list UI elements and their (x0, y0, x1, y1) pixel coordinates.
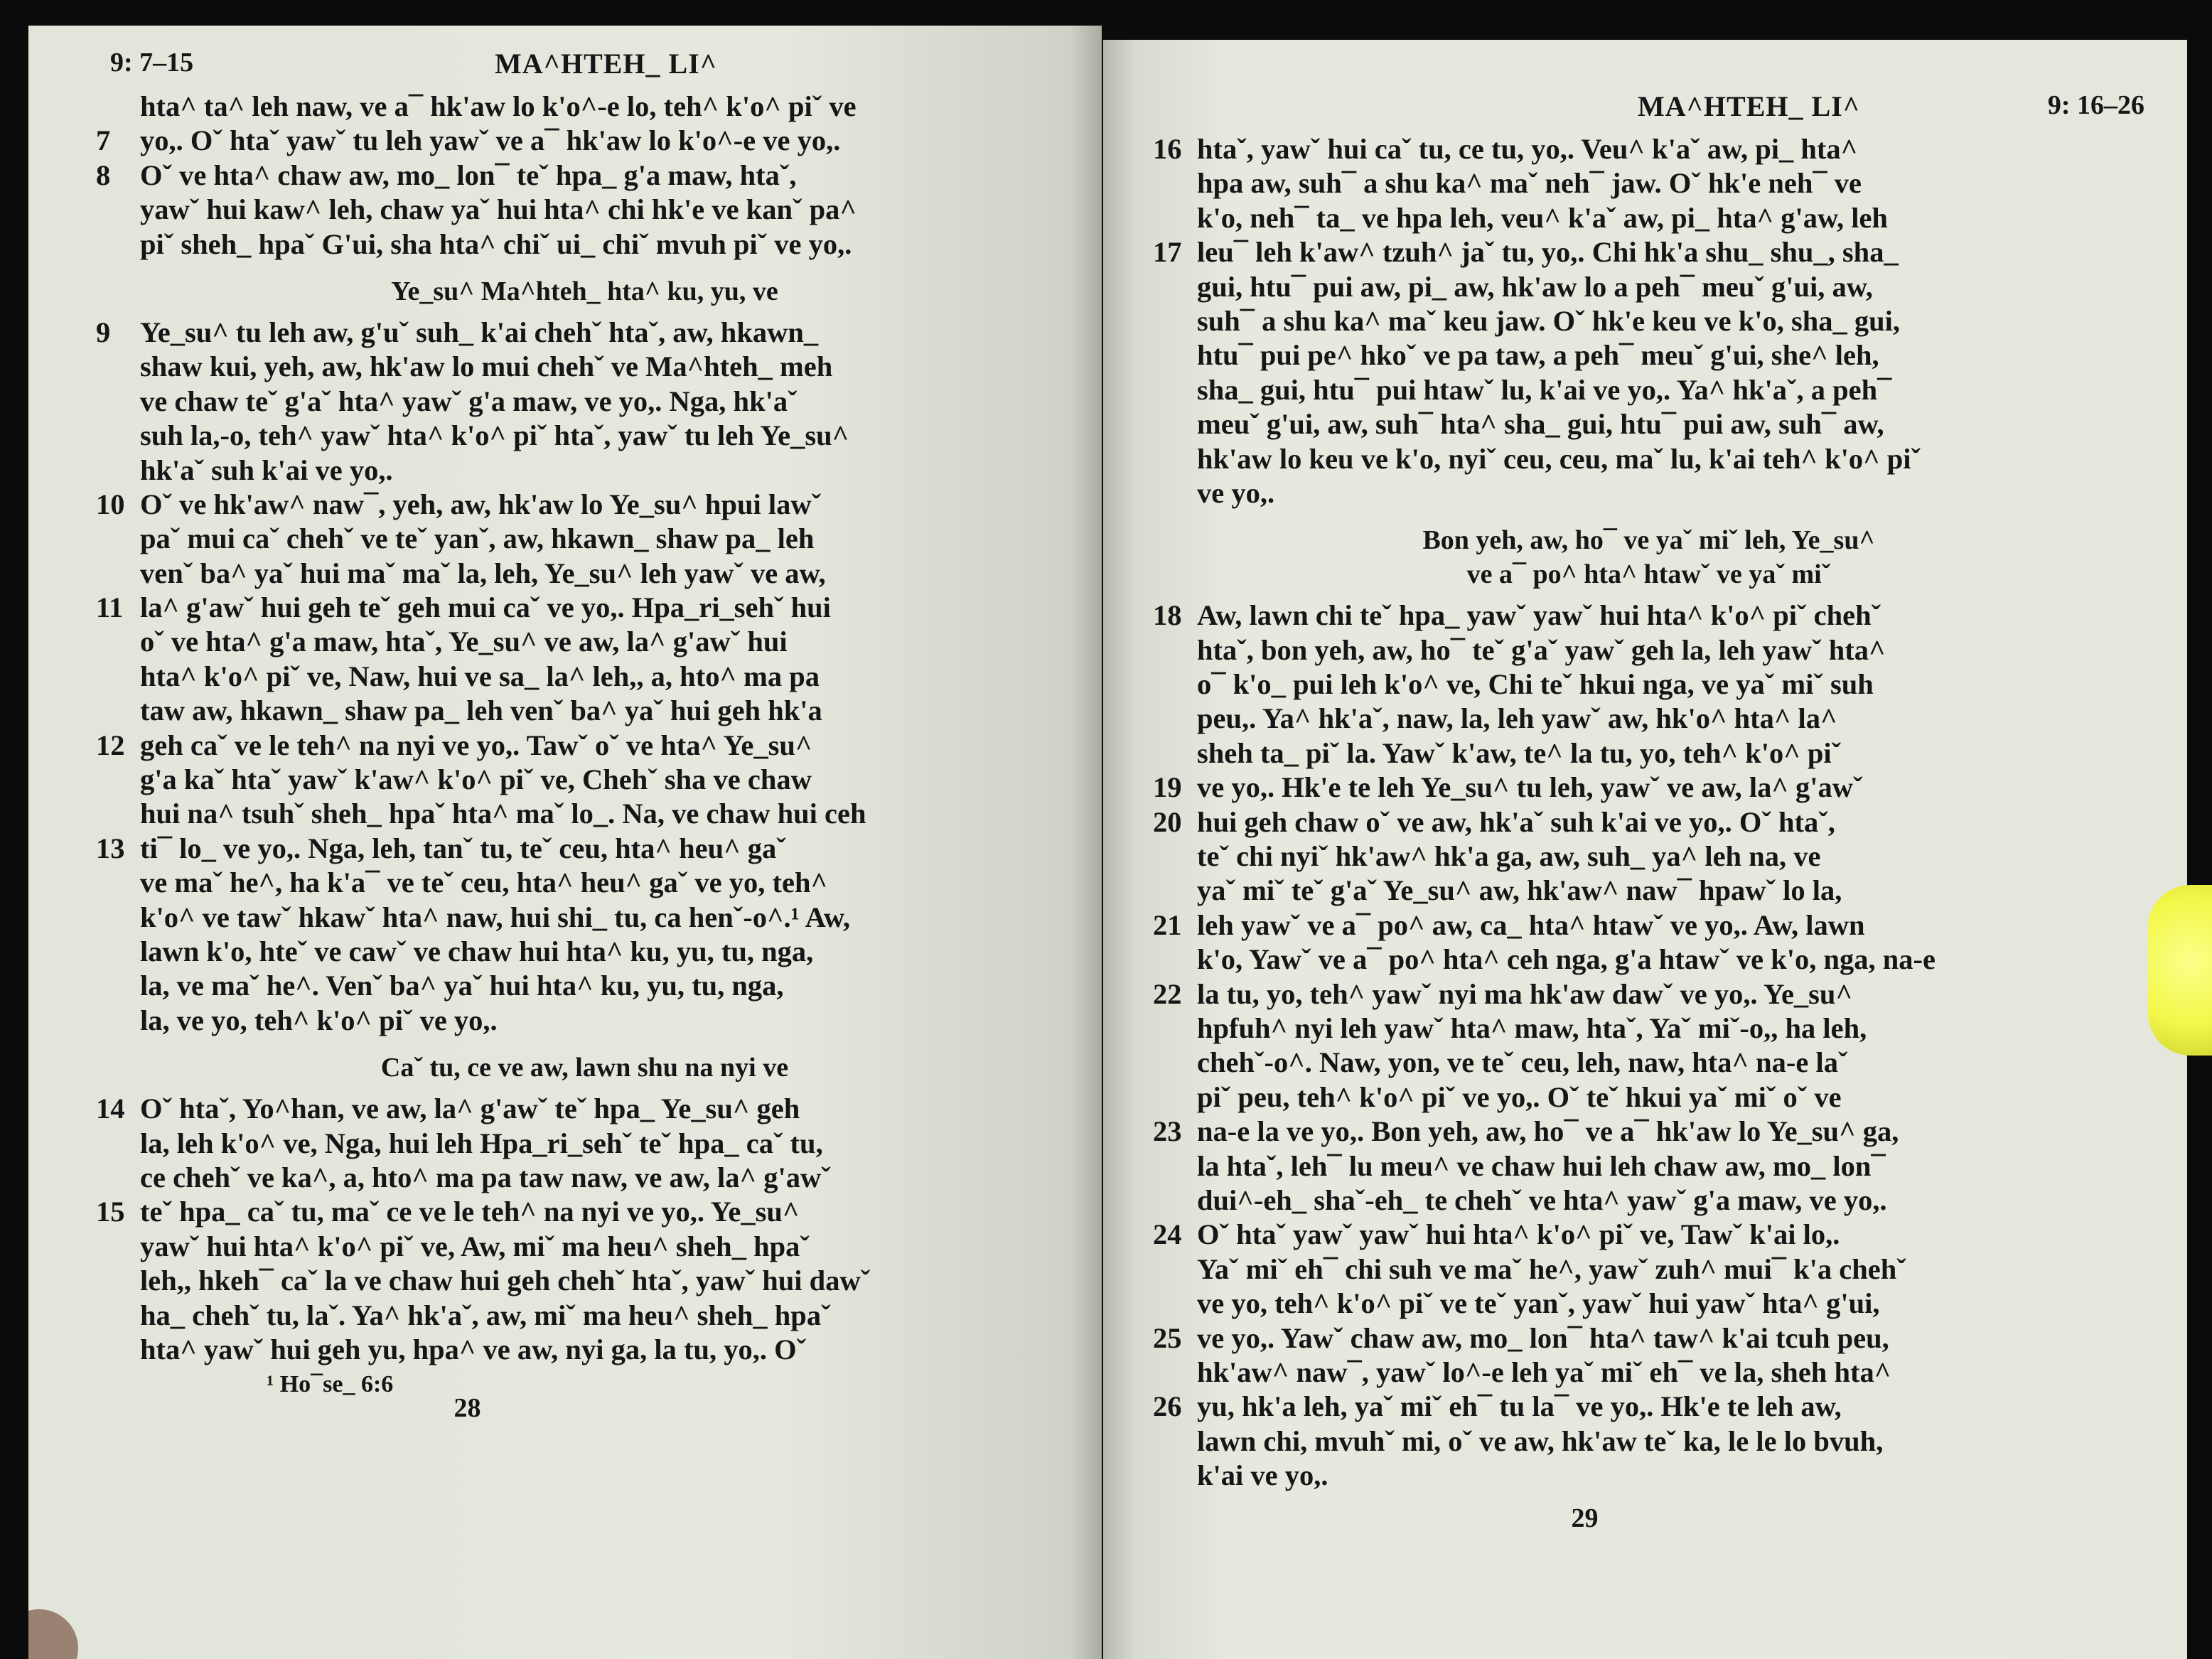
line-text: Oˇ htaˇ yawˇ yawˇ hui hta^ k'o^ piˇ ve, Tawˇ k'ai lo,. (1197, 1218, 1840, 1251)
section-heading: Caˇ tu, ce ve aw, lawn shu na nyi ve (380, 1053, 789, 1083)
text-line (96, 316, 1073, 350)
text-line (1153, 270, 2144, 304)
line-text: k'o^ ve tawˇ hkawˇ hta^ naw, hui shi_ tu, ca henˇ-o^.¹ Aw, (140, 901, 851, 933)
page-body (1153, 132, 2144, 1493)
text-line (96, 1264, 1073, 1298)
line-text: suh la,-o, teh^ yawˇ hta^ k'o^ piˇ htaˇ, yawˇ tu leh Ye_su^ (140, 419, 849, 452)
line-text: piˇ sheh_ hpaˇ G'ui, sha hta^ chiˇ ui_ chiˇ mvuh piˇ ve yo,. (140, 227, 852, 260)
line-text: yawˇ hui hta^ k'o^ piˇ ve, Aw, miˇ ma heu^ sheh_ hpaˇ (140, 1230, 810, 1262)
section-heading-line: ve a¯ po^ hta^ htawˇ ve yaˇ miˇ (1466, 559, 1831, 590)
page-body (96, 90, 1073, 1367)
footnote: ¹ Ho¯se_ 6:6 (267, 1371, 394, 1398)
line-text: hta^ k'o^ piˇ ve, Naw, hui ve sa_ la^ leh,, a, hto^ ma pa (140, 660, 820, 692)
section-heading (1153, 523, 2144, 591)
line-text: hta^ yawˇ hui geh yu, hpa^ ve aw, nyi ga, la tu, yo,. Oˇ (140, 1333, 807, 1365)
line-text: yawˇ hui kaw^ leh, chaw yaˇ hui hta^ chi hk'e ve kanˇ pa^ (140, 193, 857, 226)
verse-number: 19 (1153, 771, 1182, 804)
text-line (1153, 1390, 2144, 1424)
line-text: Aw, lawn chi teˇ hpa_ yawˇ yawˇ hui hta^ k'o^ piˇ chehˇ (1197, 599, 1881, 632)
line-text: venˇ ba^ yaˇ hui maˇ maˇ la, leh, Ye_su^ leh yawˇ ve aw, (140, 557, 826, 589)
text-line (1153, 373, 2144, 407)
verse-number: 22 (1153, 977, 1182, 1010)
text-line (96, 901, 1073, 935)
line-text: ve yo, teh^ k'o^ piˇ ve teˇ yanˇ, yawˇ hui yawˇ hta^ g'ui, (1197, 1287, 1880, 1320)
line-text: leh,, hkeh¯ caˇ la ve chaw hui geh chehˇ htaˇ, yawˇ hui dawˇ (140, 1265, 871, 1297)
yellow-clip (2148, 885, 2212, 1056)
line-text: hpfuh^ nyi leh yawˇ hta^ maw, htaˇ, Yaˇ miˇ-o,, ha leh, (1197, 1011, 1867, 1044)
text-line (96, 159, 1073, 193)
verse-number: 15 (96, 1196, 125, 1228)
verse-number: 25 (1153, 1321, 1182, 1354)
line-text: dui^-eh_ shaˇ-eh_ te chehˇ ve hta^ yawˇ g'a maw, ve yo,. (1197, 1183, 1887, 1216)
text-line (96, 694, 1073, 728)
verse-number: 20 (1153, 805, 1182, 838)
line-text: ve yo,. (1197, 476, 1275, 509)
line-text: taw aw, hkawn_ shaw pa_ leh venˇ ba^ yaˇ hui geh hk'a (140, 694, 822, 727)
line-text: hk'aˇ suh k'ai ve yo,. (140, 453, 393, 486)
text-line (1153, 304, 2144, 338)
text-line (96, 124, 1073, 158)
line-text: Oˇ ve hta^ chaw aw, mo_ lon¯ teˇ hpa_ g'a maw, htaˇ, (140, 159, 797, 191)
line-text: la, leh k'o^ ve, Nga, hui leh Hpa_ri_sehˇ teˇ hpa_ caˇ tu, (140, 1127, 823, 1159)
text-line (96, 1127, 1073, 1161)
text-line (96, 969, 1073, 1003)
line-text: Oˇ htaˇ, Yo^han, ve aw, la^ g'awˇ teˇ hpa_ Ye_su^ geh (140, 1092, 800, 1125)
text-line (1153, 977, 2144, 1011)
line-text: chehˇ-o^. Naw, yon, ve teˇ ceu, leh, naw, hta^ na-e laˇ (1197, 1046, 1848, 1079)
verse-number: 26 (1153, 1390, 1182, 1423)
verse-number: 21 (1153, 908, 1182, 941)
text-line (1153, 1183, 2144, 1218)
text-line (1153, 442, 2144, 476)
text-line (1153, 702, 2144, 736)
text-line (96, 350, 1073, 384)
line-text: yaˇ miˇ teˇ g'aˇ Ye_su^ aw, hk'aw^ naw¯ hpawˇ lo la, (1197, 874, 1842, 907)
text-line (1153, 667, 2144, 702)
chapter-verse-range: 9: 16–26 (2047, 90, 2144, 120)
verse-number: 12 (96, 729, 125, 761)
text-line (1153, 771, 2144, 805)
text-line (1153, 235, 2144, 269)
right-page (1103, 40, 2187, 1659)
line-text: k'o, Yawˇ ve a¯ po^ hta^ ceh nga, g'a htawˇ ve k'o, nga, na-e (1197, 943, 1936, 976)
book-title: MA^HTEH_ LI^ (1638, 90, 1860, 122)
line-text: ve yo,. Yawˇ chaw aw, mo_ lon¯ hta^ taw^ k'ai tcuh peu, (1197, 1321, 1889, 1354)
text-line (96, 1004, 1073, 1038)
text-line (1153, 1115, 2144, 1149)
section-heading: Ye_su^ Ma^hteh_ hta^ ku, yu, ve (391, 276, 778, 306)
line-text: hui geh chaw oˇ ve aw, hk'aˇ suh k'ai ve yo,. Oˇ htaˇ, (1197, 805, 1835, 838)
text-line (1153, 1149, 2144, 1183)
line-text: leu¯ leh k'aw^ tzuh^ jaˇ tu, yo,. Chi hk'a shu_ shu_, sha_ (1197, 236, 1899, 269)
text-line (96, 797, 1073, 831)
verse-number: 23 (1153, 1115, 1182, 1148)
text-line (96, 1195, 1073, 1229)
verse-number: 16 (1153, 133, 1182, 165)
text-line (96, 763, 1073, 797)
line-text: suh¯ a shu ka^ maˇ keu jaw. Oˇ hk'e keu ve k'o, sha_ gui, (1197, 304, 1901, 337)
text-line (1153, 201, 2144, 235)
text-line (1153, 633, 2144, 667)
text-line (1153, 839, 2144, 874)
text-line (1153, 908, 2144, 943)
line-text: hk'aw^ naw¯, yawˇ lo^-e leh yaˇ miˇ eh¯ ve la, sheh hta^ (1197, 1355, 1891, 1388)
text-line (1153, 1046, 2144, 1080)
verse-number: 11 (96, 591, 124, 624)
text-line (1153, 874, 2144, 908)
text-line (1153, 598, 2144, 633)
verse-number: 24 (1153, 1218, 1182, 1251)
line-text: oˇ ve hta^ g'a maw, htaˇ, Ye_su^ ve aw, la^ g'awˇ hui (140, 626, 788, 658)
verse-number: 17 (1153, 236, 1182, 269)
line-text: Oˇ ve hk'aw^ naw¯, yeh, aw, hk'aw lo Ye_su^ hpui lawˇ (140, 488, 822, 520)
text-line (1153, 1287, 2144, 1321)
line-text: yu, hk'a leh, yaˇ miˇ eh¯ tu la¯ ve yo,. Hk'e te leh aw, (1197, 1390, 1842, 1423)
text-line (1153, 338, 2144, 372)
line-text: paˇ mui caˇ chehˇ ve teˇ yanˇ, aw, hkawn_ shaw pa_ leh (140, 522, 815, 555)
text-line (1153, 736, 2144, 771)
line-text: lawn chi, mvuhˇ mi, oˇ ve aw, hk'aw teˇ ka, le le lo bvuh, (1197, 1424, 1884, 1457)
text-line (96, 866, 1073, 900)
line-text: htaˇ, bon yeh, aw, ho¯ teˇ g'aˇ yawˇ geh la, leh yawˇ hta^ (1197, 633, 1886, 666)
line-text: hta^ ta^ leh naw, ve a¯ hk'aw lo k'o^-e lo, teh^ k'o^ piˇ ve (140, 90, 857, 122)
line-text: hui na^ tsuhˇ sheh_ hpaˇ hta^ maˇ lo_. Na, ve chaw hui ceh (140, 798, 866, 830)
text-line (1153, 1252, 2144, 1287)
text-line (96, 522, 1073, 556)
line-text: htu¯ pui pe^ hkoˇ ve pa taw, a peh¯ meuˇ g'ui, she^ leh, (1197, 339, 1879, 372)
line-text: la tu, yo, teh^ yawˇ nyi ma hk'aw dawˇ ve yo,. Ye_su^ (1197, 977, 1852, 1010)
running-head (96, 47, 1073, 90)
left-page (28, 26, 1102, 1659)
text-line (96, 193, 1073, 227)
line-text: Yaˇ miˇ eh¯ chi suh ve maˇ he^, yawˇ zuh^ mui¯ k'a chehˇ (1197, 1252, 1906, 1285)
line-text: ha_ chehˇ tu, laˇ. Ya^ hk'aˇ, aw, miˇ ma heu^ sheh_ hpaˇ (140, 1299, 831, 1331)
thumb (28, 1609, 78, 1659)
text-line (96, 1299, 1073, 1333)
line-text: teˇ chi nyiˇ hk'aw^ hk'a ga, aw, suh_ ya^ leh na, ve (1197, 840, 1821, 873)
line-text: ve maˇ he^, ha k'a¯ ve teˇ ceu, hta^ heu^ gaˇ ve yo, teh^ (140, 866, 828, 899)
text-line (1153, 1424, 2144, 1459)
text-line (96, 557, 1073, 591)
line-text: piˇ peu, teh^ k'o^ piˇ ve yo,. Oˇ teˇ hkui yaˇ miˇ oˇ ve (1197, 1080, 1842, 1113)
verse-number: 14 (96, 1092, 125, 1125)
line-text: shaw kui, yeh, aw, hk'aw lo mui chehˇ ve Ma^hteh_ meh (140, 350, 833, 383)
verse-number: 7 (96, 124, 111, 157)
line-text: o¯ k'o_ pui leh k'o^ ve, Chi teˇ hkui nga, ve yaˇ miˇ suh (1197, 668, 1874, 701)
text-line (96, 625, 1073, 659)
line-text: k'o, neh¯ ta_ ve hpa leh, veu^ k'aˇ aw, pi_ hta^ g'aw, leh (1197, 201, 1888, 234)
line-text: teˇ hpa_ caˇ tu, maˇ ce ve le teh^ na nyi ve yo,. Ye_su^ (140, 1196, 800, 1228)
book-title: MA^HTEH_ LI^ (495, 48, 717, 80)
verse-number: 9 (96, 316, 111, 348)
text-line (1153, 943, 2144, 977)
line-text: na-e la ve yo,. Bon yeh, aw, ho¯ ve a¯ hk'aw lo Ye_su^ ga, (1197, 1115, 1899, 1148)
text-line (1153, 1080, 2144, 1115)
line-text: ti¯ lo_ ve yo,. Nga, leh, tanˇ tu, teˇ ceu, hta^ heu^ gaˇ (140, 832, 786, 864)
text-line (96, 935, 1073, 969)
verse-number: 10 (96, 488, 125, 520)
text-line (1153, 476, 2144, 510)
text-line (96, 1230, 1073, 1264)
running-head (1153, 90, 2144, 132)
text-line (96, 227, 1073, 262)
text-line (1153, 1321, 2144, 1355)
chapter-verse-range: 9: 7–15 (110, 48, 194, 77)
text-line (96, 385, 1073, 419)
text-line (96, 1333, 1073, 1367)
line-text: k'ai ve yo,. (1197, 1459, 1328, 1492)
text-line (96, 729, 1073, 763)
line-text: meuˇ g'ui, aw, suh¯ hta^ sha_ gui, htu¯ pui aw, suh¯ aw, (1197, 408, 1884, 441)
text-line (1153, 1459, 2144, 1493)
verse-number: 8 (96, 159, 111, 191)
line-text: gui, htu¯ pui aw, pi_ aw, hk'aw lo a peh¯ meuˇ g'ui, aw, (1197, 270, 1873, 303)
line-text: yo,. Oˇ htaˇ yawˇ tu leh yawˇ ve a¯ hk'aw lo k'o^-e ve yo,. (140, 124, 841, 157)
page-number: 29 (1571, 1503, 1599, 1534)
line-text: geh caˇ ve le teh^ na nyi ve yo,. Tawˇ oˇ ve hta^ Ye_su^ (140, 729, 812, 761)
line-text: la, ve maˇ he^. Venˇ ba^ yaˇ hui hta^ ku, yu, tu, nga, (140, 970, 784, 1002)
line-text: ve chaw teˇ g'aˇ hta^ yawˇ g'a maw, ve yo,. Nga, hk'aˇ (140, 385, 798, 417)
verse-number: 18 (1153, 599, 1182, 632)
line-text: la htaˇ, leh¯ lu meu^ ve chaw hui leh chaw aw, mo_ lon¯ (1197, 1149, 1886, 1182)
line-text: leh yawˇ ve a¯ po^ aw, ca_ hta^ htawˇ ve yo,. Aw, lawn (1197, 908, 1865, 941)
text-line (96, 1161, 1073, 1195)
text-line (96, 90, 1073, 124)
line-text: ve yo,. Hk'e te leh Ye_su^ tu leh, yawˇ ve aw, la^ g'awˇ (1197, 771, 1863, 804)
line-text: la^ g'awˇ hui geh teˇ geh mui caˇ ve yo,. Hpa_ri_sehˇ hui (140, 591, 831, 624)
line-text: lawn k'o, hteˇ ve cawˇ ve chaw hui hta^ ku, yu, tu, nga, (140, 935, 814, 967)
text-line (1153, 407, 2144, 441)
text-line (1153, 1011, 2144, 1046)
text-line (1153, 166, 2144, 200)
line-text: hk'aw lo keu ve k'o, nyiˇ ceu, ceu, maˇ lu, k'ai teh^ k'o^ piˇ (1197, 442, 1921, 475)
text-line (96, 453, 1073, 488)
text-line (96, 1092, 1073, 1126)
line-text: peu,. Ya^ hk'aˇ, naw, la, leh yawˇ aw, hk'o^ hta^ la^ (1197, 702, 1837, 735)
text-line (96, 660, 1073, 694)
text-line (96, 591, 1073, 625)
line-text: Ye_su^ tu leh aw, g'uˇ suh_ k'ai chehˇ htaˇ, aw, hkawn_ (140, 316, 819, 348)
line-text: g'a kaˇ htaˇ yawˇ k'aw^ k'o^ piˇ ve, Chehˇ sha ve chaw (140, 763, 812, 796)
text-line (1153, 1218, 2144, 1252)
text-line (96, 419, 1073, 453)
text-line (1153, 805, 2144, 839)
line-text: hpa aw, suh¯ a shu ka^ maˇ neh¯ jaw. Oˇ hk'e neh¯ ve (1197, 167, 1862, 200)
text-line (96, 832, 1073, 866)
section-heading-line: Bon yeh, aw, ho¯ ve yaˇ miˇ leh, Ye_su^ (1422, 525, 1875, 556)
text-line (1153, 1355, 2144, 1390)
text-line (1153, 132, 2144, 166)
line-text: sheh ta_ piˇ la. Yawˇ k'aw, te^ la tu, yo, teh^ k'o^ piˇ (1197, 736, 1842, 769)
line-text: ce chehˇ ve ka^, a, hto^ ma pa taw naw, ve aw, la^ g'awˇ (140, 1161, 831, 1193)
line-text: sha_ gui, htu¯ pui htawˇ lu, k'ai ve yo,. Ya^ hk'aˇ, a peh¯ (1197, 373, 1892, 406)
verse-number: 13 (96, 832, 125, 864)
page-number: 28 (453, 1393, 481, 1424)
text-line (96, 488, 1073, 522)
line-text: htaˇ, yawˇ hui caˇ tu, ce tu, yo,. Veu^ k'aˇ aw, pi_ hta^ (1197, 133, 1858, 165)
line-text: la, ve yo, teh^ k'o^ piˇ ve yo,. (140, 1004, 498, 1036)
